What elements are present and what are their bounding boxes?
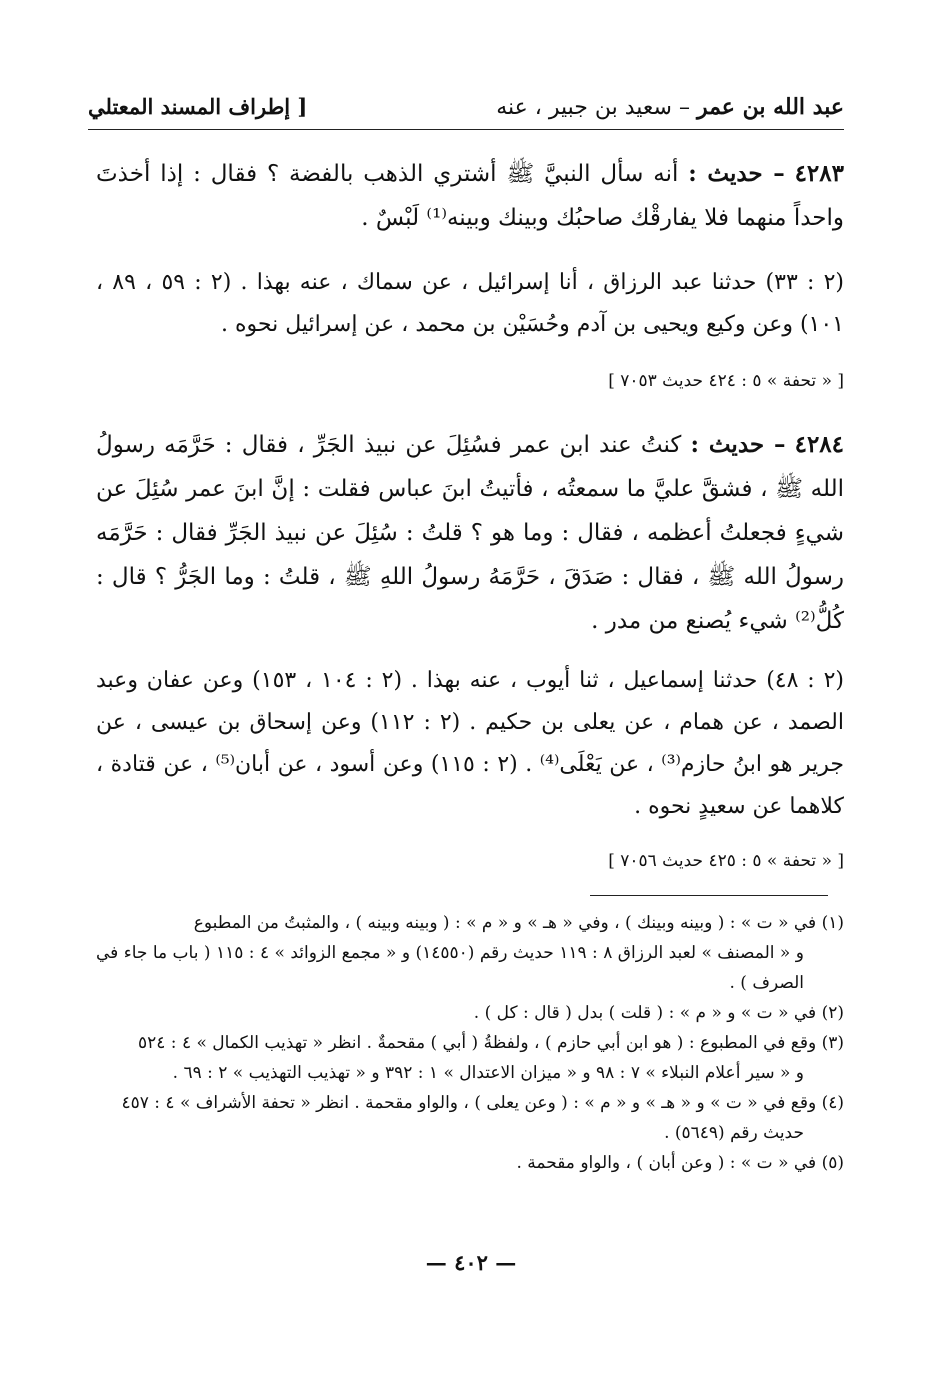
footnote-4: (٤) وقع في « ت » و « هـ » و « م » : ( وعن يعلى ) ، والواو مقحمة . انظر « تحفة الأشراف » ٤ : ٤٥٧ xyxy=(121,1093,844,1113)
hadith-number: ٤٢٨٤ xyxy=(794,431,845,458)
hadith-4283-tuhfa-ref: [ « تحفة » ٥ : ٤٢٤ حديث ٧٠٥٣ ] xyxy=(608,371,844,391)
header-book-title: [ إطراف المسند المعتلي xyxy=(88,94,308,119)
footnote-1-cont: و « المصنف » لعبد الرزاق ٨ : ١١٩ حديث رقم (١٤٥٥٠) و « مجمع الزوائد » ٤ : ١١٥ ( باب ما جاء في الصرف ) . xyxy=(96,943,804,993)
footnote-3: (٣) وقع في المطبوع : ( هو ابن أبي حازم ) ، ولفظةُ ( أبي ) مقحمةٌ . انظر « تهذيب الكمال » ٤ : ٥٢٤ xyxy=(138,1033,844,1053)
hadith-4284-tuhfa-ref: [ « تحفة » ٥ : ٤٢٥ حديث ٧٠٥٦ ] xyxy=(608,851,844,871)
hadith-matn: كنتُ عند ابن عمر فسُئِلَ عن نبيذ الجَرِّ ، فقال : حَرَّمَه رسولُ الله ﷺ ، فشقَّ عليَّ ما سمعتُه ، فأتيتُ ابنَ عباس فقلت : إنَّ ابنَ عمر سُئِلَ عن شيءٍ فجعلتُ أعظمه ، فقال : وما هو ؟ قلتُ : سُئِلَ عن نبيذ الجَرِّ فقال : حَرَّمَه رسولُ الله ﷺ ، فقال : صَدَقَ ، حَرَّمَهُ رسولُ اللهِ ﷺ ، قلتُ : وما الجَرُّ ؟ قال : كُلُّ⁽²⁾ شيء يُصنع من مدر . xyxy=(96,432,844,634)
running-header xyxy=(88,94,844,126)
hadith-4284-text xyxy=(96,423,844,643)
footnotes xyxy=(96,908,844,1178)
footnote-divider xyxy=(590,895,828,896)
hadith-keyword: – حديث : xyxy=(688,160,785,187)
page-number: — ٤٠٢ — xyxy=(425,1250,517,1275)
footnote-5: (٥) في « ت » : ( وعن أبان ) ، والواو مقحمة . xyxy=(516,1153,844,1173)
hadith-keyword: – حديث : xyxy=(690,431,786,458)
header-chapter-title: عبد الله بن عمر – سعيد بن جبير ، عنه xyxy=(496,94,844,120)
hadith-4283-sanad: (٢ : ٣٣) حدثنا عبد الرزاق ، أنا إسرائيل ، عن سماك ، عنه بهذا . (٢ : ٥٩ ، ٨٩ ، ١٠١) وعن وكيع ويحيى بن آدم وحُسَيْن بن محمد ، عن إسرائيل نحوه . xyxy=(96,270,844,337)
hadith-4283-text xyxy=(96,152,844,240)
hadith-4284-sanad: (٢ : ٤٨) حدثنا إسماعيل ، ثنا أيوب ، عنه بهذا . (٢ : ١٠٤ ، ١٥٣) وعن عفان وعبد الصمد ، عن همام ، عن يعلى بن حكيم . (٢ : ١١٢) وعن إسحاق بن عيسى ، عن جرير هو ابنُ حازم⁽³⁾ ، عن يَعْلَى⁽⁴⁾ . (٢ : ١١٥) وعن أسود ، عن أبان⁽⁵⁾ ، عن قتادة ، كلاهما عن سعيدٍ نحوه . xyxy=(96,668,845,819)
header-divider xyxy=(88,129,844,130)
hadith-matn: أنه سأل النبيَّ ﷺ أشتري الذهب بالفضة ؟ فقال : إذا أخذتَ واحداً منهما فلا يفارقْك صاحبُك وبينك وبينه⁽¹⁾ لَبْسٌ . xyxy=(96,161,844,231)
footnote-3-cont: و « سير أعلام النبلاء » ٧ : ٩٨ و « ميزان الاعتدال » ١ : ٣٩٢ و « تهذيب التهذيب » ٢ : ٦٩ . xyxy=(172,1063,804,1083)
footnote-2: (٢) في « ت » و « م » : ( قلت ) بدل ( قال : كل ) . xyxy=(473,1003,844,1023)
footnote-4-cont: حديث رقم (٥٦٤٩) . xyxy=(664,1123,804,1143)
footnote-1: (١) في « ت » : ( وبينه وبينك ) ، وفي « هـ » و « م » : ( وبينه وبينه ) ، والمثبتُ من المطبوع xyxy=(193,913,844,933)
hadith-number: ٤٢٨٣ xyxy=(794,160,844,187)
